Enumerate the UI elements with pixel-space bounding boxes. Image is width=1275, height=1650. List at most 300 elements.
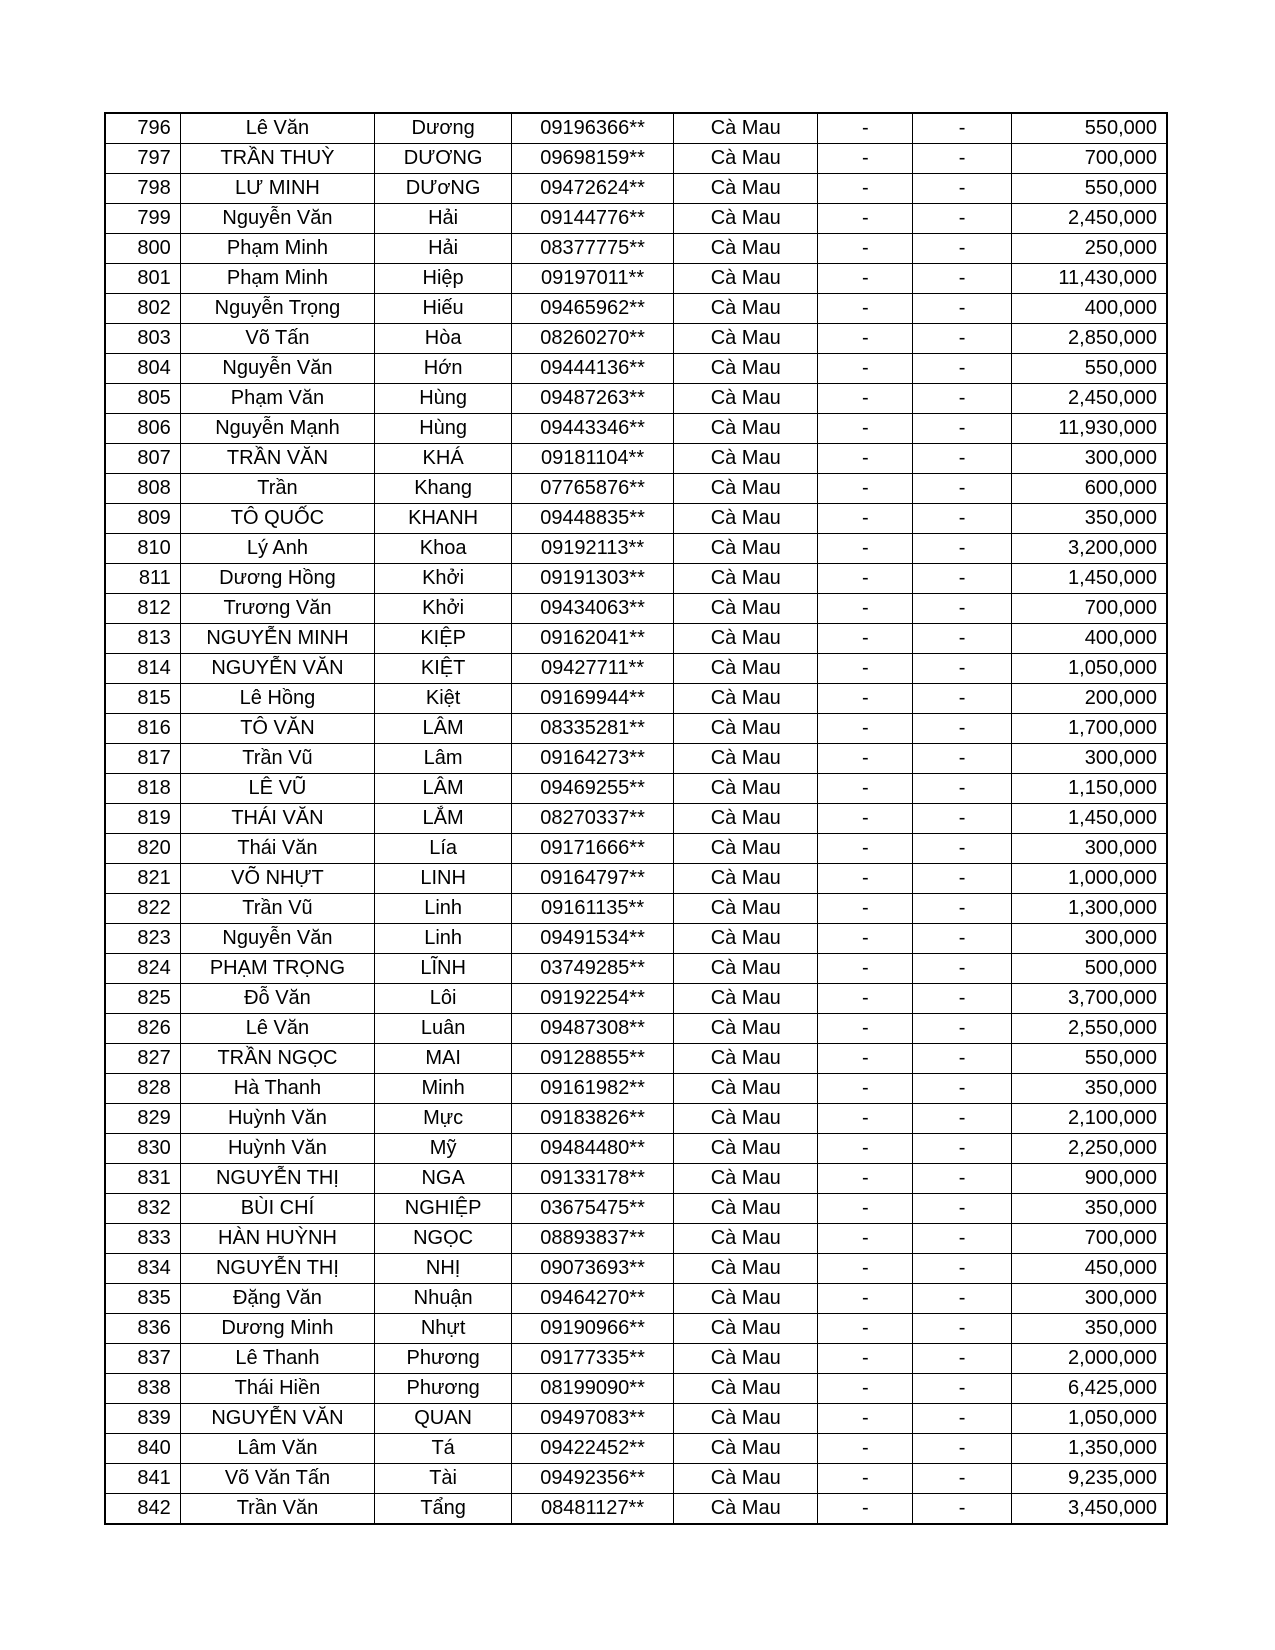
phone-number: 09443346** <box>512 414 674 444</box>
table-row <box>105 864 1167 894</box>
column-7-value: - <box>913 504 1011 534</box>
given-name: KHÁ <box>375 444 512 474</box>
family-middle-name: Nguyễn Văn <box>180 354 374 384</box>
row-number: 808 <box>105 474 180 504</box>
family-middle-name: Nguyễn Văn <box>180 924 374 954</box>
given-name: Phương <box>375 1374 512 1404</box>
family-middle-name: Nguyễn Văn <box>180 204 374 234</box>
phone-number: 09427711** <box>512 654 674 684</box>
province: Cà Mau <box>674 564 818 594</box>
province: Cà Mau <box>674 924 818 954</box>
amount: 1,350,000 <box>1011 1434 1167 1464</box>
table-row <box>105 1314 1167 1344</box>
family-middle-name: NGUYỄN THỊ <box>180 1254 374 1284</box>
family-middle-name: Phạm Minh <box>180 264 374 294</box>
amount: 3,700,000 <box>1011 984 1167 1014</box>
column-7-value: - <box>913 834 1011 864</box>
phone-number: 09422452** <box>512 1434 674 1464</box>
family-middle-name: NGUYỄN THỊ <box>180 1164 374 1194</box>
column-7-value: - <box>913 444 1011 474</box>
column-7-value: - <box>913 204 1011 234</box>
table-row <box>105 1104 1167 1134</box>
phone-number: 08260270** <box>512 324 674 354</box>
amount: 400,000 <box>1011 624 1167 654</box>
family-middle-name: PHẠM TRỌNG <box>180 954 374 984</box>
column-7-value: - <box>913 174 1011 204</box>
column-7-value: - <box>913 744 1011 774</box>
province: Cà Mau <box>674 774 818 804</box>
column-6-value: - <box>818 954 913 984</box>
amount: 700,000 <box>1011 144 1167 174</box>
amount: 2,450,000 <box>1011 204 1167 234</box>
table-row <box>105 714 1167 744</box>
column-7-value: - <box>913 1284 1011 1314</box>
family-middle-name: Trần Văn <box>180 1494 374 1525</box>
column-6-value: - <box>818 804 913 834</box>
row-number: 828 <box>105 1074 180 1104</box>
province: Cà Mau <box>674 113 818 144</box>
family-middle-name: TRẦN THUỲ <box>180 144 374 174</box>
amount: 9,235,000 <box>1011 1464 1167 1494</box>
column-6-value: - <box>818 414 913 444</box>
row-number: 842 <box>105 1494 180 1525</box>
province: Cà Mau <box>674 144 818 174</box>
column-6-value: - <box>818 744 913 774</box>
table-row <box>105 1344 1167 1374</box>
table-row <box>105 354 1167 384</box>
province: Cà Mau <box>674 834 818 864</box>
row-number: 803 <box>105 324 180 354</box>
family-middle-name: Trương Văn <box>180 594 374 624</box>
column-6-value: - <box>818 444 913 474</box>
column-6-value: - <box>818 1074 913 1104</box>
table-row <box>105 1374 1167 1404</box>
given-name: LÂM <box>375 714 512 744</box>
table-row <box>105 1494 1167 1525</box>
table-row <box>105 924 1167 954</box>
province: Cà Mau <box>674 1374 818 1404</box>
column-6-value: - <box>818 1404 913 1434</box>
column-7-value: - <box>913 684 1011 714</box>
row-number: 809 <box>105 504 180 534</box>
province: Cà Mau <box>674 984 818 1014</box>
row-number: 799 <box>105 204 180 234</box>
table-row <box>105 1254 1167 1284</box>
row-number: 817 <box>105 744 180 774</box>
column-7-value: - <box>913 1044 1011 1074</box>
row-number: 835 <box>105 1284 180 1314</box>
given-name: Kiệt <box>375 684 512 714</box>
table-row <box>105 234 1167 264</box>
column-7-value: - <box>913 113 1011 144</box>
amount: 3,200,000 <box>1011 534 1167 564</box>
given-name: Mỹ <box>375 1134 512 1164</box>
column-6-value: - <box>818 1284 913 1314</box>
table-row <box>105 564 1167 594</box>
given-name: KHANH <box>375 504 512 534</box>
column-7-value: - <box>913 1104 1011 1134</box>
column-7-value: - <box>913 384 1011 414</box>
province: Cà Mau <box>674 1194 818 1224</box>
province: Cà Mau <box>674 264 818 294</box>
column-7-value: - <box>913 324 1011 354</box>
phone-number: 08893837** <box>512 1224 674 1254</box>
family-middle-name: BÙI CHÍ <box>180 1194 374 1224</box>
phone-number: 09162041** <box>512 624 674 654</box>
family-middle-name: Lê Văn <box>180 1014 374 1044</box>
amount: 700,000 <box>1011 1224 1167 1254</box>
phone-number: 09487263** <box>512 384 674 414</box>
column-7-value: - <box>913 864 1011 894</box>
table-row <box>105 504 1167 534</box>
province: Cà Mau <box>674 1284 818 1314</box>
family-middle-name: NGUYỄN VĂN <box>180 1404 374 1434</box>
row-number: 823 <box>105 924 180 954</box>
table-row <box>105 1194 1167 1224</box>
province: Cà Mau <box>674 864 818 894</box>
table-row <box>105 984 1167 1014</box>
given-name: Khang <box>375 474 512 504</box>
table-row <box>105 1284 1167 1314</box>
table-row <box>105 474 1167 504</box>
province: Cà Mau <box>674 1404 818 1434</box>
column-6-value: - <box>818 1044 913 1074</box>
column-6-value: - <box>818 113 913 144</box>
column-6-value: - <box>818 534 913 564</box>
province: Cà Mau <box>674 294 818 324</box>
family-middle-name: TRẦN NGỌC <box>180 1044 374 1074</box>
column-7-value: - <box>913 954 1011 984</box>
family-middle-name: LÊ VŨ <box>180 774 374 804</box>
amount: 700,000 <box>1011 594 1167 624</box>
row-number: 802 <box>105 294 180 324</box>
family-middle-name: Hà Thanh <box>180 1074 374 1104</box>
province: Cà Mau <box>674 1434 818 1464</box>
column-6-value: - <box>818 1464 913 1494</box>
column-6-value: - <box>818 384 913 414</box>
province: Cà Mau <box>674 1494 818 1525</box>
table-row <box>105 1074 1167 1104</box>
table-row <box>105 1464 1167 1494</box>
amount: 1,050,000 <box>1011 1404 1167 1434</box>
family-middle-name: Thái Văn <box>180 834 374 864</box>
row-number: 814 <box>105 654 180 684</box>
column-6-value: - <box>818 144 913 174</box>
given-name: Tài <box>375 1464 512 1494</box>
phone-number: 09183826** <box>512 1104 674 1134</box>
column-7-value: - <box>913 144 1011 174</box>
column-6-value: - <box>818 474 913 504</box>
given-name: Minh <box>375 1074 512 1104</box>
given-name: Linh <box>375 924 512 954</box>
row-number: 836 <box>105 1314 180 1344</box>
family-middle-name: Huỳnh Văn <box>180 1104 374 1134</box>
table-row <box>105 624 1167 654</box>
amount: 11,430,000 <box>1011 264 1167 294</box>
given-name: Linh <box>375 894 512 924</box>
given-name: Hòa <box>375 324 512 354</box>
table-row <box>105 113 1167 144</box>
column-6-value: - <box>818 1224 913 1254</box>
column-6-value: - <box>818 1254 913 1284</box>
row-number: 826 <box>105 1014 180 1044</box>
amount: 300,000 <box>1011 444 1167 474</box>
province: Cà Mau <box>674 744 818 774</box>
phone-number: 09191303** <box>512 564 674 594</box>
row-number: 810 <box>105 534 180 564</box>
table-row <box>105 534 1167 564</box>
phone-number: 08199090** <box>512 1374 674 1404</box>
column-6-value: - <box>818 1344 913 1374</box>
province: Cà Mau <box>674 1314 818 1344</box>
row-number: 827 <box>105 1044 180 1074</box>
table-row <box>105 264 1167 294</box>
given-name: KIỆP <box>375 624 512 654</box>
row-number: 831 <box>105 1164 180 1194</box>
phone-number: 09171666** <box>512 834 674 864</box>
family-middle-name: Dương Minh <box>180 1314 374 1344</box>
column-6-value: - <box>818 204 913 234</box>
amount: 1,000,000 <box>1011 864 1167 894</box>
given-name: LẮM <box>375 804 512 834</box>
column-6-value: - <box>818 504 913 534</box>
row-number: 829 <box>105 1104 180 1134</box>
row-number: 840 <box>105 1434 180 1464</box>
province: Cà Mau <box>674 1134 818 1164</box>
family-middle-name: Phạm Văn <box>180 384 374 414</box>
column-6-value: - <box>818 1104 913 1134</box>
column-7-value: - <box>913 924 1011 954</box>
province: Cà Mau <box>674 1224 818 1254</box>
column-7-value: - <box>913 774 1011 804</box>
column-6-value: - <box>818 624 913 654</box>
row-number: 837 <box>105 1344 180 1374</box>
phone-number: 09464270** <box>512 1284 674 1314</box>
phone-number: 09434063** <box>512 594 674 624</box>
row-number: 804 <box>105 354 180 384</box>
column-6-value: - <box>818 1434 913 1464</box>
column-7-value: - <box>913 1344 1011 1374</box>
province: Cà Mau <box>674 504 818 534</box>
family-middle-name: VÕ NHỰT <box>180 864 374 894</box>
column-7-value: - <box>913 1404 1011 1434</box>
amount: 500,000 <box>1011 954 1167 984</box>
family-middle-name: NGUYỄN VĂN <box>180 654 374 684</box>
family-middle-name: Lý Anh <box>180 534 374 564</box>
column-7-value: - <box>913 294 1011 324</box>
province: Cà Mau <box>674 174 818 204</box>
row-number: 825 <box>105 984 180 1014</box>
table-row <box>105 894 1167 924</box>
province: Cà Mau <box>674 1104 818 1134</box>
column-6-value: - <box>818 864 913 894</box>
row-number: 834 <box>105 1254 180 1284</box>
family-middle-name: Trần Vũ <box>180 894 374 924</box>
column-7-value: - <box>913 234 1011 264</box>
phone-number: 09444136** <box>512 354 674 384</box>
given-name: Khởi <box>375 594 512 624</box>
column-6-value: - <box>818 1374 913 1404</box>
given-name: Tẩng <box>375 1494 512 1525</box>
row-number: 821 <box>105 864 180 894</box>
given-name: Hiệp <box>375 264 512 294</box>
phone-number: 09465962** <box>512 294 674 324</box>
row-number: 818 <box>105 774 180 804</box>
row-number: 841 <box>105 1464 180 1494</box>
row-number: 824 <box>105 954 180 984</box>
given-name: Nhựt <box>375 1314 512 1344</box>
column-7-value: - <box>913 714 1011 744</box>
province: Cà Mau <box>674 1014 818 1044</box>
family-middle-name: Lâm Văn <box>180 1434 374 1464</box>
row-number: 805 <box>105 384 180 414</box>
phone-number: 09128855** <box>512 1044 674 1074</box>
column-7-value: - <box>913 414 1011 444</box>
table-row <box>105 174 1167 204</box>
column-7-value: - <box>913 1434 1011 1464</box>
amount: 1,150,000 <box>1011 774 1167 804</box>
phone-number: 09492356** <box>512 1464 674 1494</box>
column-6-value: - <box>818 1164 913 1194</box>
phone-number: 07765876** <box>512 474 674 504</box>
column-6-value: - <box>818 714 913 744</box>
province: Cà Mau <box>674 684 818 714</box>
phone-number: 09164797** <box>512 864 674 894</box>
given-name: LÂM <box>375 774 512 804</box>
phone-number: 09491534** <box>512 924 674 954</box>
table-row <box>105 1134 1167 1164</box>
table-row <box>105 414 1167 444</box>
column-7-value: - <box>913 654 1011 684</box>
amount: 2,100,000 <box>1011 1104 1167 1134</box>
province: Cà Mau <box>674 1344 818 1374</box>
column-7-value: - <box>913 1074 1011 1104</box>
province: Cà Mau <box>674 354 818 384</box>
row-number: 807 <box>105 444 180 474</box>
column-7-value: - <box>913 1224 1011 1254</box>
family-middle-name: NGUYỄN MINH <box>180 624 374 654</box>
column-6-value: - <box>818 1494 913 1525</box>
amount: 900,000 <box>1011 1164 1167 1194</box>
column-6-value: - <box>818 924 913 954</box>
family-middle-name: THÁI VĂN <box>180 804 374 834</box>
row-number: 819 <box>105 804 180 834</box>
phone-number: 09169944** <box>512 684 674 714</box>
column-7-value: - <box>913 1374 1011 1404</box>
row-number: 838 <box>105 1374 180 1404</box>
table-row <box>105 1014 1167 1044</box>
province: Cà Mau <box>674 654 818 684</box>
phone-number: 09073693** <box>512 1254 674 1284</box>
given-name: Phương <box>375 1344 512 1374</box>
table-row <box>105 204 1167 234</box>
column-7-value: - <box>913 1014 1011 1044</box>
amount: 2,550,000 <box>1011 1014 1167 1044</box>
row-number: 812 <box>105 594 180 624</box>
column-7-value: - <box>913 474 1011 504</box>
amount: 1,700,000 <box>1011 714 1167 744</box>
phone-number: 09196366** <box>512 113 674 144</box>
column-7-value: - <box>913 534 1011 564</box>
column-7-value: - <box>913 804 1011 834</box>
column-6-value: - <box>818 294 913 324</box>
column-7-value: - <box>913 1464 1011 1494</box>
amount: 550,000 <box>1011 113 1167 144</box>
amount: 1,450,000 <box>1011 564 1167 594</box>
amount: 2,450,000 <box>1011 384 1167 414</box>
family-middle-name: Đặng Văn <box>180 1284 374 1314</box>
family-middle-name: HÀN HUỲNH <box>180 1224 374 1254</box>
column-7-value: - <box>913 1134 1011 1164</box>
phone-number: 09484480** <box>512 1134 674 1164</box>
given-name: KIỆT <box>375 654 512 684</box>
table-row <box>105 384 1167 414</box>
given-name: Hải <box>375 204 512 234</box>
phone-number: 09144776** <box>512 204 674 234</box>
family-middle-name: Nguyễn Mạnh <box>180 414 374 444</box>
given-name: Hiếu <box>375 294 512 324</box>
amount: 400,000 <box>1011 294 1167 324</box>
phone-number: 09497083** <box>512 1404 674 1434</box>
row-number: 816 <box>105 714 180 744</box>
amount: 1,450,000 <box>1011 804 1167 834</box>
family-middle-name: Trần Vũ <box>180 744 374 774</box>
column-7-value: - <box>913 594 1011 624</box>
table-row <box>105 1164 1167 1194</box>
amount: 550,000 <box>1011 354 1167 384</box>
province: Cà Mau <box>674 804 818 834</box>
given-name: LĨNH <box>375 954 512 984</box>
amount: 300,000 <box>1011 834 1167 864</box>
given-name: Khoa <box>375 534 512 564</box>
province: Cà Mau <box>674 204 818 234</box>
table-row <box>105 1404 1167 1434</box>
table-body <box>105 113 1167 1524</box>
province: Cà Mau <box>674 1464 818 1494</box>
amount: 11,930,000 <box>1011 414 1167 444</box>
given-name: Hớn <box>375 354 512 384</box>
column-6-value: - <box>818 324 913 354</box>
row-number: 815 <box>105 684 180 714</box>
phone-number: 03749285** <box>512 954 674 984</box>
phone-number: 09161982** <box>512 1074 674 1104</box>
phone-number: 09164273** <box>512 744 674 774</box>
row-number: 830 <box>105 1134 180 1164</box>
phone-number: 09190966** <box>512 1314 674 1344</box>
row-number: 839 <box>105 1404 180 1434</box>
phone-number: 08377775** <box>512 234 674 264</box>
table-row <box>105 1044 1167 1074</box>
column-7-value: - <box>913 1254 1011 1284</box>
phone-number: 09177335** <box>512 1344 674 1374</box>
amount: 350,000 <box>1011 1074 1167 1104</box>
amount: 6,425,000 <box>1011 1374 1167 1404</box>
column-6-value: - <box>818 684 913 714</box>
province: Cà Mau <box>674 624 818 654</box>
column-6-value: - <box>818 234 913 264</box>
family-middle-name: Phạm Minh <box>180 234 374 264</box>
amount: 600,000 <box>1011 474 1167 504</box>
province: Cà Mau <box>674 324 818 354</box>
column-7-value: - <box>913 894 1011 924</box>
column-6-value: - <box>818 834 913 864</box>
donor-table <box>104 112 1168 1525</box>
province: Cà Mau <box>674 474 818 504</box>
table-row <box>105 594 1167 624</box>
table-row <box>105 744 1167 774</box>
row-number: 832 <box>105 1194 180 1224</box>
given-name: MAI <box>375 1044 512 1074</box>
